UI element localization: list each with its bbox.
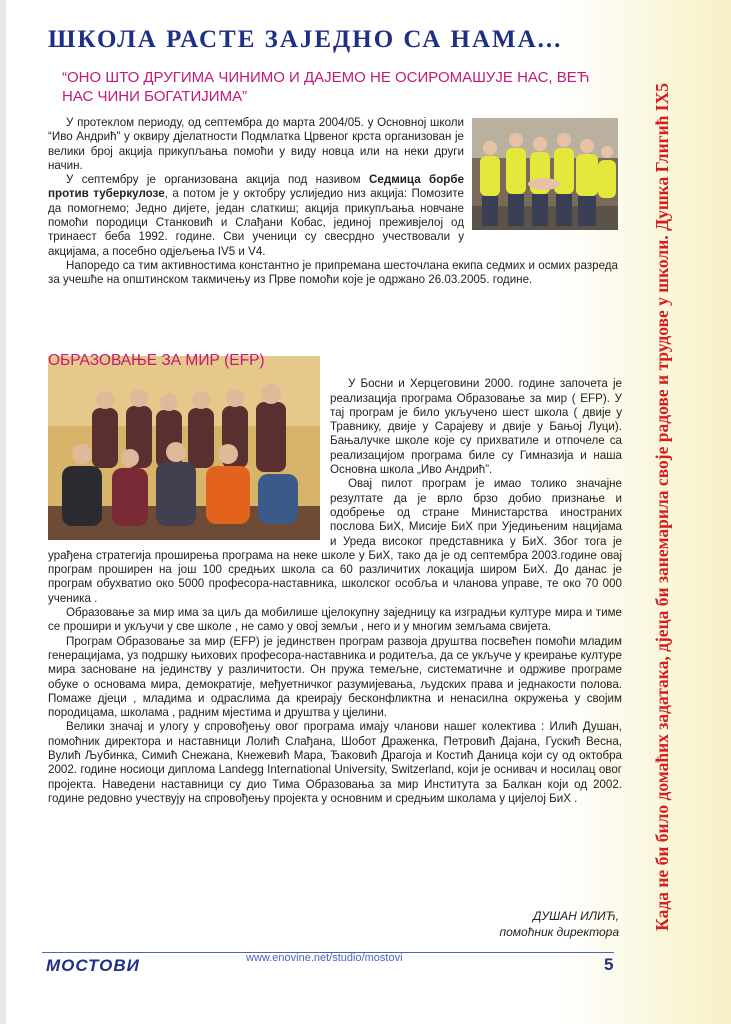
section1-p2-text-a: У септембру је организована акција под називом (66, 173, 370, 187)
signature-role: помоћник директора (499, 925, 619, 939)
article-title: ШКОЛА РАСТЕ ЗАЈЕДНО СА НАМА... (48, 26, 563, 53)
section1-p1-text: У протеклом периоду, од септембра до марта 2004/05. у Основној школи “Иво Андрић” у оквиру дјелатности Подмлатка Црвеног крста организован је велики број акција прикупљања помоћи у виду новца или на неки други начин. (48, 116, 464, 172)
signature (500, 908, 619, 940)
section1-paragraph-3 (48, 259, 618, 288)
side-quote-text: Када не би било домаћих задатака, дјеца би занемарила своје радове и трудове у школи. Душка Глигић IX5 (651, 83, 672, 931)
section2-paragraph-4 (48, 635, 622, 721)
section2-p2-text: Овај пилот програм је имао толико значајне резултате да је врло брзо добио признање и одобрење од стране Министарства иностраних послова БиХ, Мисије БиХ при Уједињеним нацијама и Уреда високог представника у БиХ. Због тога је урађена стратегија проширења програма на неке школе у БиХ, тако да је од септембра 2003.године овај програм проширен на још 100 средњих школа са 60 различитих локација широм БиХ. До данас је програм обухватио око 5000 професора-наставника, школског особља и чланова управе, те око 70 000 ученика . (48, 477, 622, 605)
footer-url-link[interactable]: www.enovine.net/studio/mostovi (246, 952, 403, 964)
section2-heading: ОБРАЗОВАЊЕ ЗА МИР (EFP) (48, 352, 265, 369)
section2-p4-text: Програм Образовање за мир (EFP) је јединствен програм развоја друштва посвећен помоћи младим генерацијама, уз подршку њихових професора-наставника и родитеља, да се укључе у креирање културе мира засноване на јединству у различитости. Он пружа темељне, систематичне и одрживе програме обуке о основама мира, демократије, међуетничког разумијевања, људских права и једнакости полова. Помаже дјеци , младима и одраслима да креирају бесконфликтна и ненасилна окружења у својим породицама, школама , радним мјестима и друштва у цјелини. (48, 634, 622, 720)
page-number: 5 (604, 955, 614, 974)
side-quote (640, 62, 684, 952)
teachers-photo-image (48, 356, 320, 540)
section2-paragraph-5 (48, 720, 622, 806)
students-photo-image (472, 118, 618, 230)
page-edge (0, 0, 6, 1024)
section1-p3-text: Напоредо са тим активностима константно је припремана шесточлана екипа седмих и осмих разреда за учешће на општинском такмичењу из Прве помоћи које је одржано 26.03.2005. године. (48, 258, 618, 287)
signature-name: ДУШАН ИЛИЋ, (532, 909, 619, 923)
magazine-logo: МОСТОВИ (46, 956, 140, 975)
section1-p2-bold: Седмица борбе против туберкулозе (48, 173, 464, 201)
section2-p1-text: У Босни и Херцеговини 2000. године започета је реализација програма Образовање за мир ( EFP). У тај програм је било укључено шест школа ( двије у Травнику, двије у Сарајеву и двије у Бањој Луци). Бањалучке школе које су прихватиле и отпочеле са реализацијом програма биле су Гимназија и наша Основна школа „Иво Андрић”. (330, 377, 622, 477)
section2-p5-text: Велики значај и улогу у спровођењу овог програма имају чланови нашег колектива : Илић Душан, помоћник директора и наставници Лолић Слађана, Шобот Драженка, Петровић Дајана, Гускић Весна, Вулић Љубинка, Симић Снежана, Кнежевић Мара, Ђаковић Драгоја и Костић Даница који су од октобра 2002. године носиоци диплома Landegg International University, Switzerland, који је оснивач и носилац овог пројекта. Наведени наставници су дио Тима Образовања за мир Института за Балкан који од 2002. године редовно учествују на спровођењу пројекта у основним и средњим школама у цијелој БиХ . (48, 720, 622, 805)
photo-students-yellow (472, 118, 618, 230)
article-quote: “ОНО ШТО ДРУГИМА ЧИНИМО И ДАЈЕМО НЕ ОСИРОМАШУЈЕ НАС, ВЕЋ НАС ЧИНИ БОГАТИЈИМА” (62, 69, 590, 105)
section1-p2-text-b: , а потом је у октобру услиједио низ акција: Помозите да помогнемо; Једно дијете, један слаткиш; акција прикупљања новчане помоћи породици Станковић и Слађани Кобас, јединој преживјелој од тринаест беба 1992. године. Сви ученици су свесрдно учествовали у акцијама, а посебно одјељења IV5 и V4. (48, 187, 465, 258)
section-peace-education (48, 352, 622, 806)
section2-paragraph-3 (48, 606, 622, 635)
section-red-cross (48, 116, 618, 288)
section2-p3-text: Образовање за мир има за циљ да мобилише цјелокупну заједницу ка изградњи културе мира и тиме се прошири и укључи у све школе , не само у овој земљи , него и у многим земљама свијета. (48, 606, 622, 634)
photo-teachers-group (48, 356, 320, 540)
